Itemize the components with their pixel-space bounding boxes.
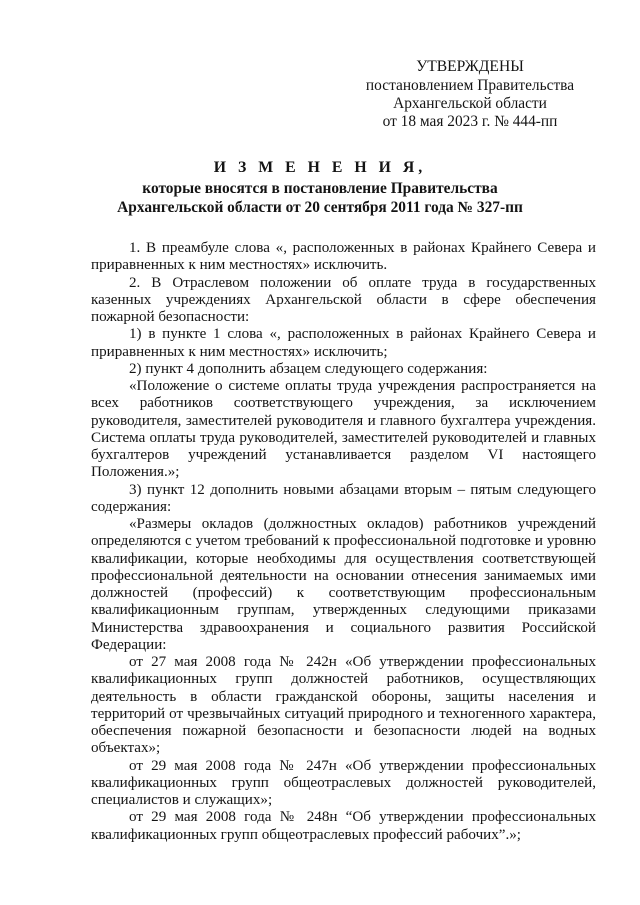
paragraph: 2) пункт 4 дополнить абзацем следующего содержания: [129,360,488,377]
approval-heading: УТВЕРЖДЕНЫ [416,58,524,75]
title-subtitle: которые вносятся в постановление Правительства [142,180,498,197]
paragraph: от 29 мая 2008 года № 247н «Об утверждении профессиональных квалификационных групп общеотраслевых должностей руководителей, специалистов и служащих»; [91,757,596,808]
paragraph: 1) в пункте 1 слова «, расположенных в районах Крайнего Севера и приравненных к ним местностях» исключить; [91,326,596,360]
document-body [91,240,596,844]
approval-line: постановлением Правительства [365,77,575,94]
title-subtitle: Архангельской области от 20 сентября 2011 года № 327-пп [117,199,523,216]
approval-line: от 18 мая 2023 г. № 444-пп [382,113,558,130]
paragraph: 2. В Отраслевом положении об оплате труда в государственных казенных учреждениях Архангельской области в сфере обеспечения пожарной безопасности: [91,274,596,325]
title-main: И З М Е Н Е Н И Я, [213,159,427,176]
paragraph: 1. В преамбуле слова «, расположенных в районах Крайнего Севера и приравненных к ним местностях» исключить. [91,240,596,274]
paragraph: от 29 мая 2008 года № 248н “Об утверждении профессиональных квалификационных групп общеотраслевых профессий рабочих”.»; [91,809,596,843]
approval-stamp [360,58,580,131]
paragraph: от 27 мая 2008 года № 242н «Об утверждении профессиональных квалификационных групп должностей работников, осуществляющих деятельность в области гражданской обороны, защиты населения и территорий от чрезвычайных ситуаций природного и техногенного характера, обеспечения пожарной безопасности и безопасности людей на водных объектах»; [91,654,596,757]
approval-line: Архангельской области [393,95,547,112]
document-title [90,158,550,217]
paragraph: 3) пункт 12 дополнить новыми абзацами вторым – пятым следующего содержания: [91,481,596,515]
paragraph: «Положение о системе оплаты труда учреждения распространяется на всех работников соответствующего учреждения, за исключением руководителя, заместителей руководителя и главного бухгалтера учреждения. Система оплаты труда руководителей, заместителей руководителей и главных бухгалтеров учреждений устанавливается разделом VI настоящего Положения.»; [91,378,596,481]
paragraph: «Размеры окладов (должностных окладов) работников учреждений определяются с учетом требований к профессиональной подготовке и уровню квалификации, которые необходимы для осуществления соответствующей профессиональной деятельности на основании отнесения занимаемых ими должностей (профессий) к соответствующим профессиональным квалификационным группам, утвержденных следующими приказами Министерства здравоохранения и социального развития Российской Федерации: [91,516,596,653]
